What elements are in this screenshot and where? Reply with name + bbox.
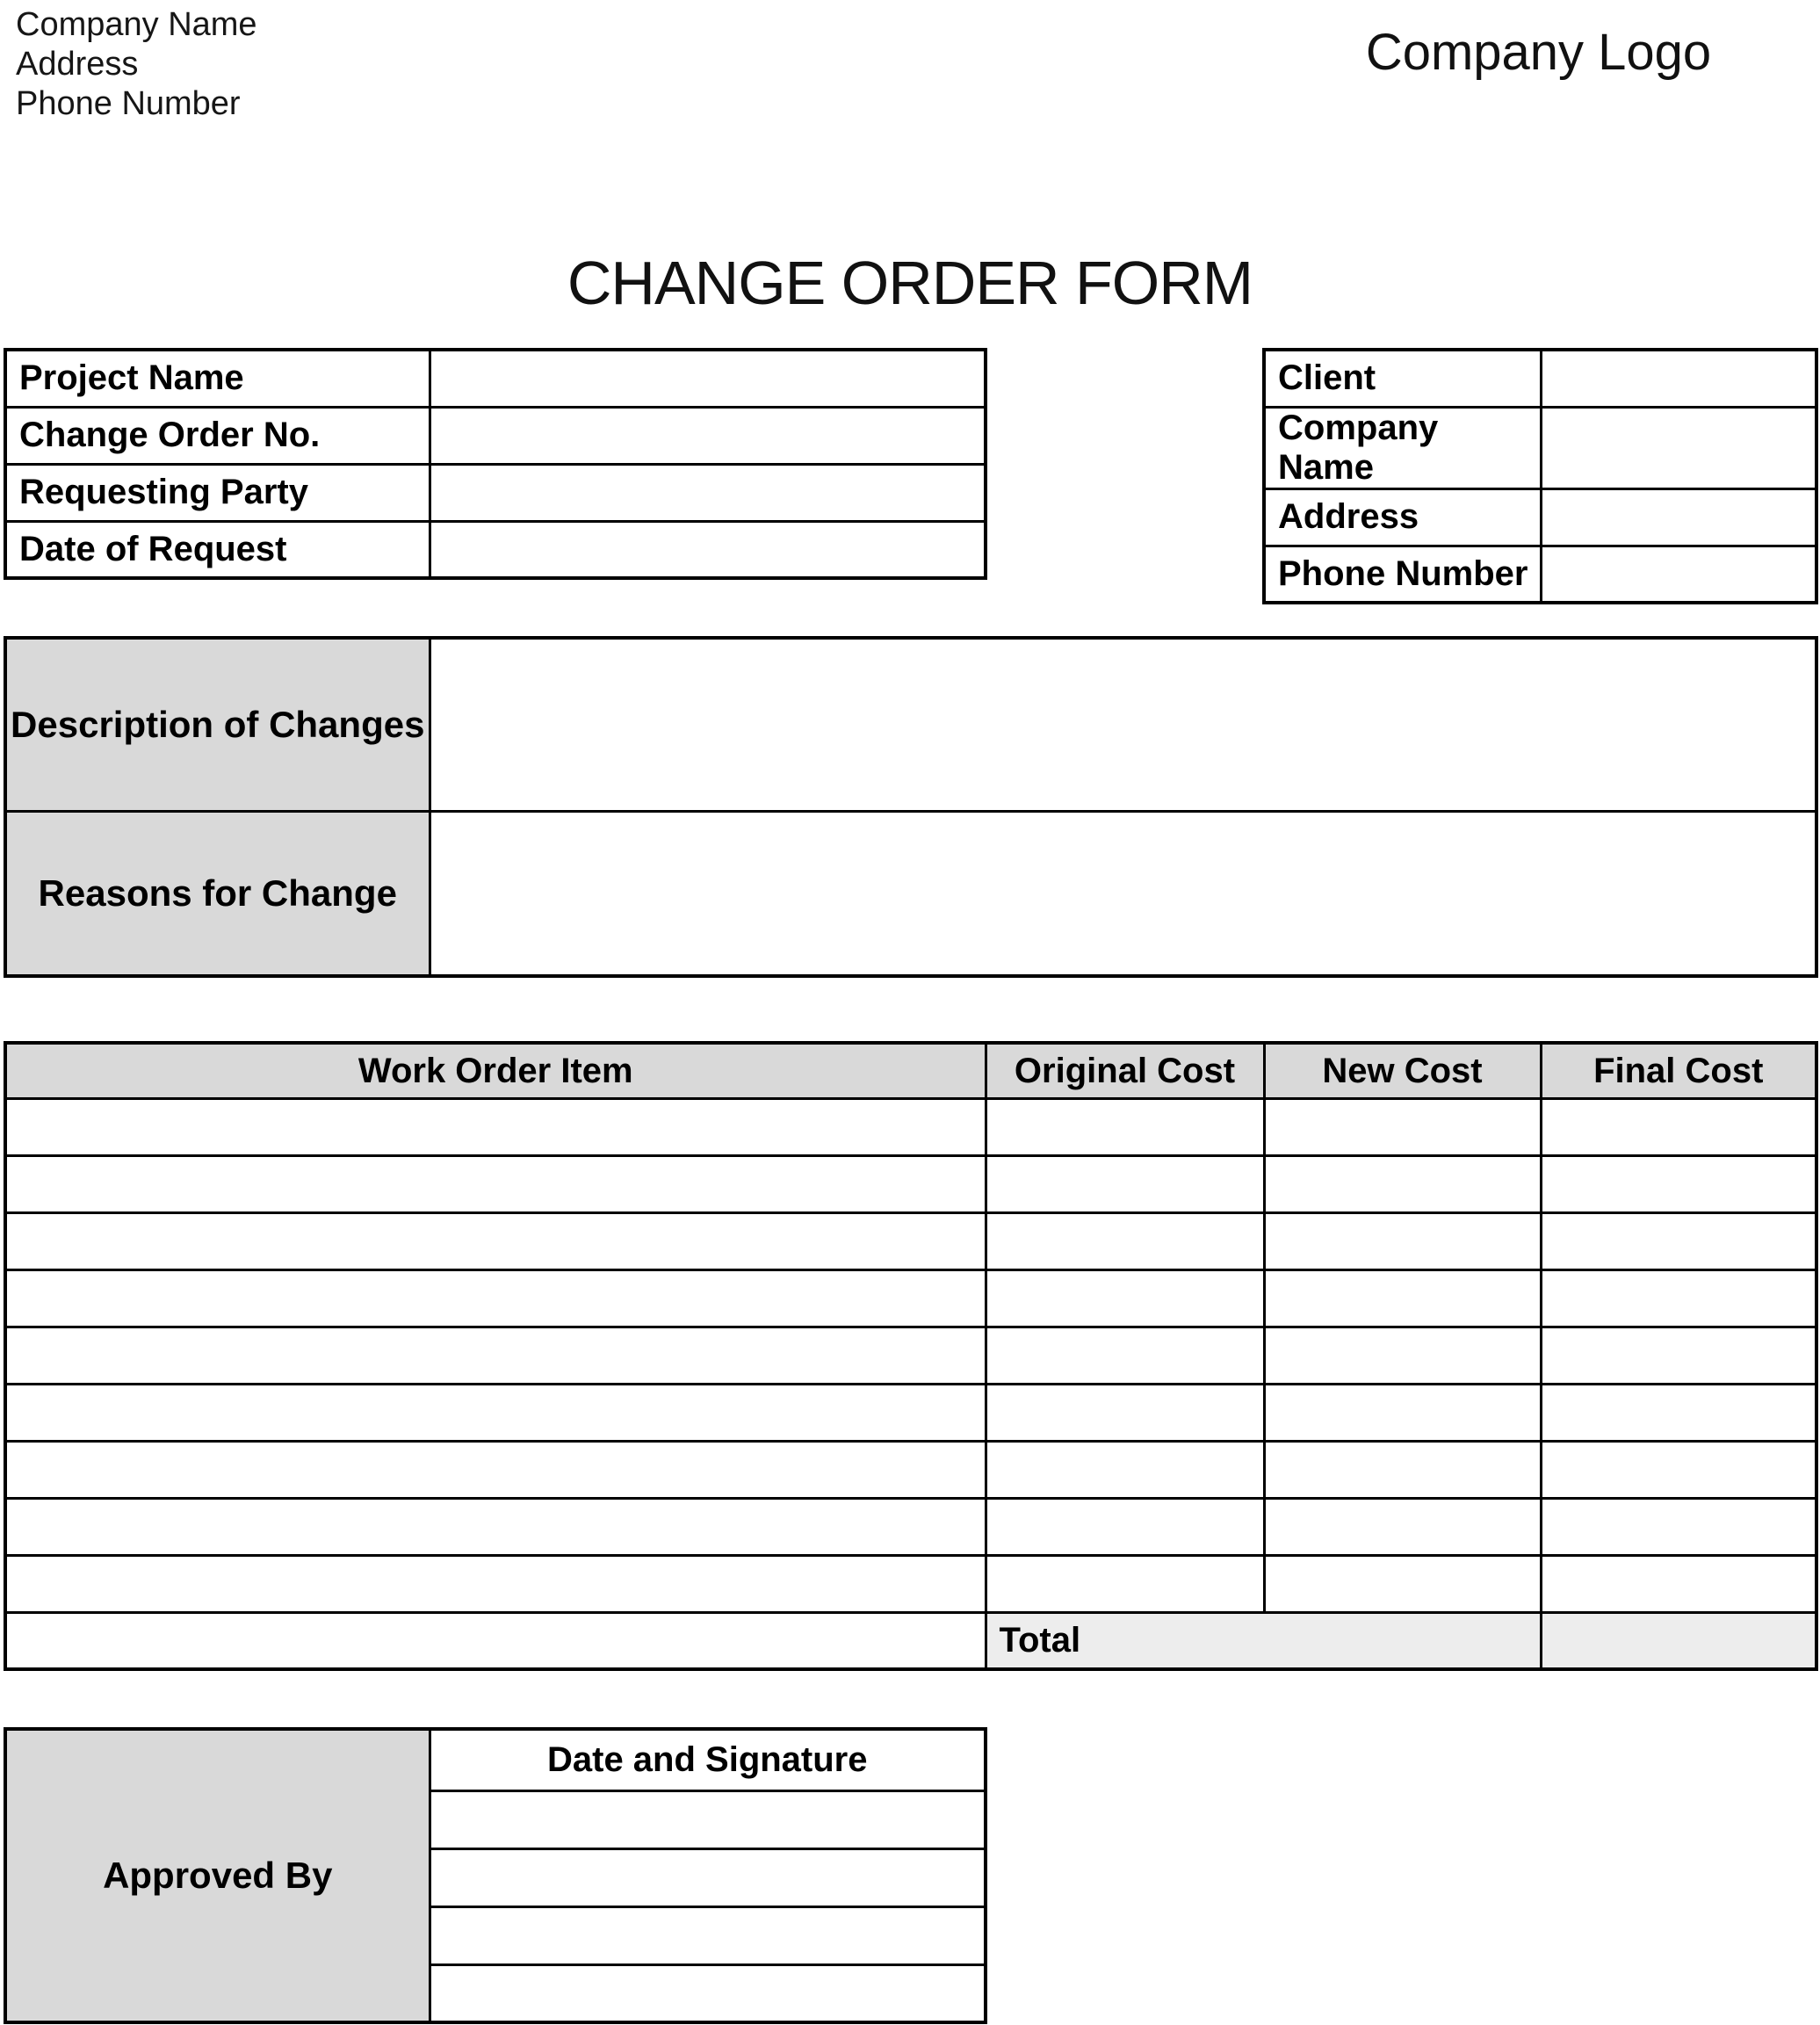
requesting-party-label: Requesting Party [5,464,430,521]
date-of-request-value-cell[interactable] [430,521,986,578]
final-cost-cell[interactable] [1541,1442,1816,1499]
original-cost-cell[interactable] [986,1213,1264,1270]
original-cost-cell[interactable] [986,1156,1264,1213]
client-company-name-label: Company Name [1264,407,1541,488]
table-row [5,350,986,407]
original-cost-cell[interactable] [986,1442,1264,1499]
final-cost-cell[interactable] [1541,1213,1816,1270]
original-cost-cell[interactable] [986,1385,1264,1442]
final-cost-cell[interactable] [1541,1556,1816,1613]
company-phone-text: Phone Number [16,85,241,122]
final-cost-cell[interactable] [1541,1099,1816,1156]
new-cost-cell[interactable] [1264,1556,1541,1613]
final-cost-cell[interactable] [1541,1270,1816,1327]
table-row [5,1499,1816,1556]
new-cost-cell[interactable] [1264,1385,1541,1442]
work-order-item-cell[interactable] [5,1213,986,1270]
company-logo-text: Company Logo [1365,24,1712,81]
table-row [5,1729,986,1790]
new-cost-cell[interactable] [1264,1099,1541,1156]
new-cost-header: New Cost [1264,1043,1541,1099]
final-cost-cell[interactable] [1541,1499,1816,1556]
table-row [5,1099,1816,1156]
work-order-item-cell[interactable] [5,1613,986,1669]
project-name-label: Project Name [5,350,430,407]
work-order-item-cell[interactable] [5,1385,986,1442]
original-cost-header: Original Cost [986,1043,1264,1099]
final-cost-cell[interactable] [1541,1385,1816,1442]
original-cost-cell[interactable] [986,1270,1264,1327]
total-label: Total [986,1613,1541,1669]
change-order-no-value-cell[interactable] [430,407,986,464]
table-row [5,811,1816,976]
approval-table [4,1727,987,2024]
company-address-text: Address [16,46,139,83]
table-row [5,1213,1816,1270]
work-order-item-cell[interactable] [5,1327,986,1385]
client-phone-value-cell[interactable] [1541,546,1816,603]
original-cost-cell[interactable] [986,1327,1264,1385]
work-order-header-row [5,1043,1816,1099]
description-of-changes-label: Description of Changes [5,638,430,811]
new-cost-cell[interactable] [1264,1327,1541,1385]
table-row [5,638,1816,811]
description-of-changes-value-cell[interactable] [430,638,1816,811]
final-cost-header: Final Cost [1541,1043,1816,1099]
work-order-item-cell[interactable] [5,1156,986,1213]
client-value-cell[interactable] [1541,350,1816,407]
client-info-table [1262,348,1818,604]
project-info-table [4,348,987,580]
original-cost-cell[interactable] [986,1499,1264,1556]
final-cost-cell[interactable] [1541,1327,1816,1385]
approved-by-label: Approved By [5,1729,430,2022]
client-label: Client [1264,350,1541,407]
date-of-request-label: Date of Request [5,521,430,578]
requesting-party-value-cell[interactable] [430,464,986,521]
date-and-signature-header: Date and Signature [430,1729,986,1790]
table-row [5,1327,1816,1385]
work-order-item-cell[interactable] [5,1442,986,1499]
signature-cell[interactable] [430,1906,986,1964]
new-cost-cell[interactable] [1264,1270,1541,1327]
work-order-item-header: Work Order Item [5,1043,986,1099]
table-row [1264,488,1816,546]
table-row [1264,546,1816,603]
new-cost-cell[interactable] [1264,1499,1541,1556]
total-final-cost-cell[interactable] [1541,1613,1816,1669]
work-order-item-cell[interactable] [5,1270,986,1327]
original-cost-cell[interactable] [986,1556,1264,1613]
work-order-table [4,1041,1818,1671]
company-name-text: Company Name [16,6,257,43]
work-order-item-cell[interactable] [5,1099,986,1156]
client-company-name-value-cell[interactable] [1541,407,1816,488]
reasons-for-change-value-cell[interactable] [430,811,1816,976]
table-row [5,1156,1816,1213]
table-row [5,1270,1816,1327]
final-cost-cell[interactable] [1541,1156,1816,1213]
project-name-value-cell[interactable] [430,350,986,407]
table-row [5,1556,1816,1613]
table-row [5,464,986,521]
table-row [1264,350,1816,407]
change-details-table [4,636,1818,978]
table-row [5,407,986,464]
table-row [1264,407,1816,488]
table-row [5,1385,1816,1442]
signature-cell[interactable] [430,1848,986,1906]
company-info-block [16,5,257,124]
table-row [5,1442,1816,1499]
work-order-item-cell[interactable] [5,1556,986,1613]
signature-cell[interactable] [430,1790,986,1848]
work-order-item-cell[interactable] [5,1499,986,1556]
original-cost-cell[interactable] [986,1099,1264,1156]
reasons-for-change-label: Reasons for Change [5,811,430,976]
page-title: CHANGE ORDER FORM [567,249,1253,317]
work-order-total-row [5,1613,1816,1669]
client-address-value-cell[interactable] [1541,488,1816,546]
new-cost-cell[interactable] [1264,1442,1541,1499]
change-order-no-label: Change Order No. [5,407,430,464]
new-cost-cell[interactable] [1264,1213,1541,1270]
client-phone-label: Phone Number [1264,546,1541,603]
client-address-label: Address [1264,488,1541,546]
new-cost-cell[interactable] [1264,1156,1541,1213]
signature-cell[interactable] [430,1964,986,2022]
table-row [5,521,986,578]
